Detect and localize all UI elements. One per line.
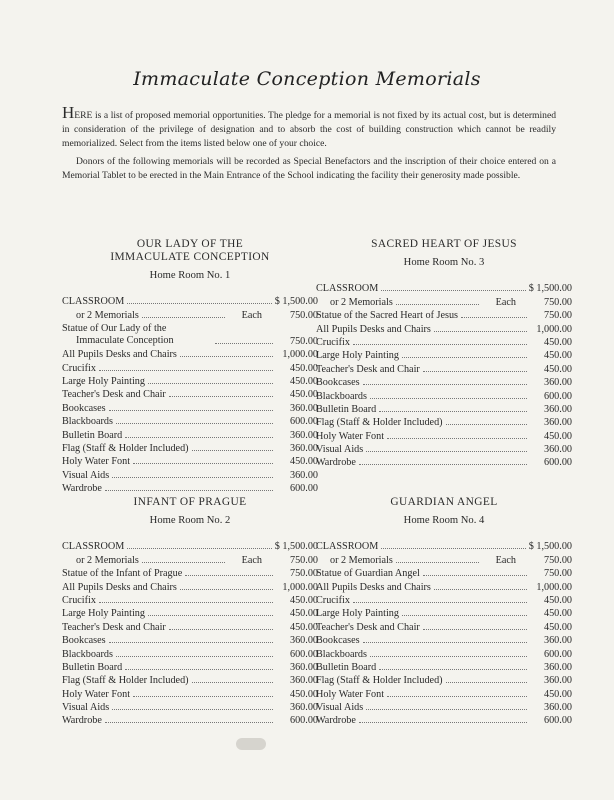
each-label: Each	[241, 309, 262, 321]
item-price: 360.00	[543, 403, 572, 415]
section-guardian-angel	[316, 496, 572, 726]
memorial-item	[62, 481, 318, 494]
dot-leader	[387, 438, 527, 439]
benefactors-paragraph: Donors of the following memorials will be recorded as Special Benefactors and the inscription of their choice entered on a Memorial Tablet to be erected in the Main Entrance of the School indicating the facility their generosity made possible.	[62, 156, 556, 181]
item-price: 750.00	[543, 568, 572, 580]
dot-leader	[127, 548, 271, 549]
item-label: Teacher's Desk and Chair	[316, 363, 420, 375]
item-label: Blackboards	[316, 648, 367, 660]
memorial-item	[316, 660, 572, 673]
item-price: 360.00	[543, 661, 572, 673]
dot-leader	[423, 371, 527, 372]
dot-leader	[423, 629, 527, 630]
item-price: 450.00	[543, 608, 572, 620]
section-infant-of-prague	[62, 496, 318, 726]
memorial-item	[316, 686, 572, 699]
home-room-label: Home Room No. 2	[149, 515, 231, 526]
each-label: Each	[495, 296, 516, 308]
item-label: Statue of the Infant of Prague	[62, 568, 183, 580]
dot-leader	[116, 423, 273, 424]
home-room-label: Home Room No. 1	[149, 270, 231, 281]
item-price: 600.00	[543, 457, 572, 469]
memorial-item	[316, 619, 572, 632]
memorial-item	[316, 552, 572, 565]
memorial-item	[316, 402, 572, 415]
memorial-item	[316, 428, 572, 441]
dot-leader	[133, 463, 273, 464]
memorial-item	[62, 294, 318, 307]
item-label: Wardrobe	[316, 715, 356, 727]
item-price: 1,000.00	[282, 581, 318, 593]
item-price: 450.00	[289, 621, 318, 633]
item-label: Visual Aids	[62, 702, 110, 714]
section-title	[316, 496, 572, 509]
item-label: All Pupils Desks and Chairs	[62, 349, 177, 361]
item-price: 750.00	[543, 310, 572, 322]
section-sacred-heart	[316, 238, 572, 468]
memorial-item	[62, 686, 318, 699]
item-label: Blackboards	[62, 416, 113, 428]
memorial-item	[316, 713, 572, 726]
item-label	[62, 323, 212, 347]
item-price: 450.00	[543, 430, 572, 442]
dot-leader	[142, 317, 225, 318]
item-price: 450.00	[543, 594, 572, 606]
memorial-item	[62, 347, 318, 360]
memorial-list	[62, 294, 318, 494]
item-price: 360.00	[543, 377, 572, 389]
dot-leader	[148, 383, 273, 384]
item-price: 450.00	[543, 688, 572, 700]
item-price: $ 1,500.00	[274, 541, 318, 553]
item-price: 600.00	[543, 648, 572, 660]
intro-text: ERE is a list of proposed memorial opportunities. The pledge for a memorial is not fixed by its actual cost, but is determined in consideration of the privilege of designation and to absorb the cost of building construction which cannot be readily memorialized. Select from the items listed below one of your choice.	[62, 110, 556, 149]
item-price: 1,000.00	[536, 581, 572, 593]
item-label: Bulletin Board	[62, 429, 123, 441]
dot-leader	[116, 656, 273, 657]
item-price: 360.00	[289, 469, 318, 481]
memorial-item	[316, 348, 572, 361]
item-price: 360.00	[543, 702, 572, 714]
memorial-list	[316, 281, 572, 468]
memorial-item	[316, 388, 572, 401]
item-label: All Pupils Desks and Chairs	[62, 581, 177, 593]
dot-leader	[169, 629, 273, 630]
memorial-item	[316, 294, 572, 307]
memorial-item	[316, 700, 572, 713]
each-label: Each	[495, 554, 516, 566]
memorial-item	[62, 321, 318, 347]
item-label: Wardrobe	[62, 483, 102, 495]
item-label: Large Holy Painting	[316, 350, 399, 362]
memorial-item	[316, 566, 572, 579]
memorial-item	[62, 566, 318, 579]
memorial-item	[62, 700, 318, 713]
dot-leader	[446, 682, 527, 683]
dot-leader	[109, 410, 273, 411]
item-label: Bulletin Board	[316, 661, 377, 673]
item-price: 450.00	[289, 389, 318, 401]
dot-leader	[215, 343, 273, 344]
item-label: Crucifix	[316, 594, 350, 606]
memorial-item	[316, 361, 572, 374]
item-label: Crucifix	[62, 594, 96, 606]
item-price: 450.00	[543, 350, 572, 362]
each-label: Each	[241, 554, 262, 566]
dot-leader	[99, 370, 273, 371]
item-price: 360.00	[289, 675, 318, 687]
item-label: Bookcases	[316, 377, 360, 389]
item-price: 600.00	[289, 648, 318, 660]
item-price: 750.00	[289, 554, 318, 566]
item-label: CLASSROOM	[62, 541, 125, 553]
dot-leader	[381, 548, 525, 549]
item-label: Crucifix	[316, 336, 350, 348]
memorial-item	[316, 646, 572, 659]
section-title	[62, 238, 318, 264]
dot-leader	[363, 642, 527, 643]
memorial-item	[62, 441, 318, 454]
item-label-line: Statue of Our Lady of the	[62, 322, 167, 334]
item-label: or 2 Memorials	[330, 554, 393, 566]
memorial-item	[62, 713, 318, 726]
memorial-item	[62, 646, 318, 659]
memorial-item	[316, 539, 572, 552]
item-label: Wardrobe	[316, 457, 356, 469]
item-price: 360.00	[543, 417, 572, 429]
item-label: CLASSROOM	[316, 541, 379, 553]
memorial-item	[62, 427, 318, 440]
dot-leader	[396, 562, 479, 563]
drop-cap: H	[62, 103, 75, 122]
memorial-item	[316, 579, 572, 592]
memorial-list	[316, 539, 572, 726]
dot-leader	[127, 303, 271, 304]
item-label: All Pupils Desks and Chairs	[316, 323, 431, 335]
item-label: Holy Water Font	[316, 430, 385, 442]
memorial-item	[316, 593, 572, 606]
memorial-item	[62, 387, 318, 400]
item-label: or 2 Memorials	[330, 296, 393, 308]
dot-leader	[112, 709, 273, 710]
item-label: CLASSROOM	[316, 283, 379, 295]
dot-leader	[192, 682, 273, 683]
section-title-line: GUARDIAN ANGEL	[390, 496, 498, 508]
memorial-item	[316, 455, 572, 468]
section-title-line: OUR LADY OF THE	[136, 238, 244, 250]
item-price: 450.00	[543, 621, 572, 633]
item-label: Bulletin Board	[316, 403, 377, 415]
item-price: 750.00	[289, 309, 318, 321]
item-label: Crucifix	[62, 362, 96, 374]
dot-leader	[366, 709, 527, 710]
dot-leader	[359, 722, 527, 723]
dot-leader	[133, 696, 273, 697]
item-label: Teacher's Desk and Chair	[316, 621, 420, 633]
page-title: Immaculate Conception Memorials	[133, 68, 481, 90]
item-price: 600.00	[543, 390, 572, 402]
dot-leader	[142, 562, 225, 563]
item-label: Large Holy Painting	[62, 608, 145, 620]
dot-leader	[379, 669, 527, 670]
memorial-item	[62, 606, 318, 619]
home-room-label: Home Room No. 4	[403, 515, 485, 526]
dot-leader	[112, 477, 273, 478]
item-label: Bookcases	[62, 402, 106, 414]
dot-leader	[353, 344, 527, 345]
item-price: 450.00	[289, 375, 318, 387]
item-label: CLASSROOM	[62, 296, 125, 308]
memorial-item	[62, 467, 318, 480]
memorial-item	[62, 619, 318, 632]
memorial-item	[62, 454, 318, 467]
item-price: 450.00	[543, 363, 572, 375]
item-label: Visual Aids	[62, 469, 110, 481]
memorial-item	[316, 321, 572, 334]
memorial-item	[316, 633, 572, 646]
item-label: Statue of the Sacred Heart of Jesus	[316, 310, 459, 322]
item-price: 450.00	[289, 688, 318, 700]
section-title	[62, 496, 318, 509]
item-price: 1,000.00	[282, 349, 318, 361]
item-label: Blackboards	[62, 648, 113, 660]
memorial-item	[316, 335, 572, 348]
memorial-item	[62, 579, 318, 592]
item-price: 600.00	[289, 483, 318, 495]
memorial-item	[316, 606, 572, 619]
memorial-item	[316, 281, 572, 294]
item-label: Visual Aids	[316, 444, 364, 456]
dot-leader	[446, 424, 527, 425]
dot-leader	[109, 642, 273, 643]
item-price: 600.00	[289, 416, 318, 428]
dot-leader	[99, 602, 273, 603]
item-price: 600.00	[543, 715, 572, 727]
item-label: Visual Aids	[316, 702, 364, 714]
item-price: $ 1,500.00	[274, 296, 318, 308]
item-label: Bulletin Board	[62, 661, 123, 673]
item-label: Flag (Staff & Holder Included)	[316, 417, 443, 429]
dot-leader	[359, 464, 527, 465]
item-label: or 2 Memorials	[76, 309, 139, 321]
smudge-mark	[236, 738, 266, 750]
item-label: Flag (Staff & Holder Included)	[62, 442, 189, 454]
item-price: $ 1,500.00	[528, 283, 572, 295]
dot-leader	[363, 384, 527, 385]
item-label: Teacher's Desk and Chair	[62, 389, 166, 401]
memorial-item	[316, 415, 572, 428]
item-price: 360.00	[289, 442, 318, 454]
memorial-item	[316, 308, 572, 321]
item-label: Bookcases	[62, 635, 106, 647]
section-title-line: INFANT OF PRAGUE	[133, 496, 247, 508]
dot-leader	[387, 696, 527, 697]
dot-leader	[169, 396, 273, 397]
item-price: 360.00	[289, 702, 318, 714]
dot-leader	[434, 331, 527, 332]
memorial-item	[62, 307, 318, 320]
dot-leader	[402, 615, 527, 616]
item-label: Teacher's Desk and Chair	[62, 621, 166, 633]
item-label: Holy Water Font	[316, 688, 385, 700]
item-price: 450.00	[289, 608, 318, 620]
intro-paragraph	[62, 103, 556, 151]
item-price: 360.00	[543, 444, 572, 456]
dot-leader	[105, 722, 273, 723]
item-price: 360.00	[543, 675, 572, 687]
section-title-line: IMMACULATE CONCEPTION	[110, 251, 270, 263]
item-price: 450.00	[289, 362, 318, 374]
memorial-list	[62, 539, 318, 726]
dot-leader	[105, 490, 273, 491]
section-title	[316, 238, 572, 251]
item-label: Flag (Staff & Holder Included)	[62, 675, 189, 687]
item-label-line: Immaculate Conception	[76, 334, 174, 346]
item-price: 750.00	[543, 554, 572, 566]
dot-leader	[125, 437, 273, 438]
section-our-lady	[62, 238, 318, 494]
item-label: Large Holy Painting	[62, 375, 145, 387]
item-label: Holy Water Font	[62, 688, 131, 700]
item-price: 1,000.00	[536, 323, 572, 335]
item-label: or 2 Memorials	[76, 554, 139, 566]
item-label: Large Holy Painting	[316, 608, 399, 620]
dot-leader	[402, 357, 527, 358]
item-price: 360.00	[289, 635, 318, 647]
item-price: 360.00	[289, 402, 318, 414]
memorial-item	[62, 633, 318, 646]
dot-leader	[180, 356, 273, 357]
memorial-item	[62, 673, 318, 686]
item-label: Flag (Staff & Holder Included)	[316, 675, 443, 687]
dot-leader	[185, 575, 273, 576]
item-price: 750.00	[289, 335, 318, 347]
memorial-item	[62, 374, 318, 387]
item-price: 750.00	[543, 296, 572, 308]
item-price: 360.00	[289, 661, 318, 673]
memorial-item	[62, 593, 318, 606]
dot-leader	[370, 656, 527, 657]
item-price: 360.00	[543, 635, 572, 647]
dot-leader	[379, 411, 527, 412]
item-price: 360.00	[289, 429, 318, 441]
dot-leader	[370, 398, 527, 399]
item-label: Bookcases	[316, 635, 360, 647]
item-label: All Pupils Desks and Chairs	[316, 581, 431, 593]
item-price: 600.00	[289, 715, 318, 727]
dot-leader	[353, 602, 527, 603]
memorial-item	[316, 673, 572, 686]
dot-leader	[423, 575, 527, 576]
dot-leader	[148, 615, 273, 616]
item-label: Statue of Guardian Angel	[316, 568, 420, 580]
memorial-item	[316, 442, 572, 455]
memorial-item	[62, 539, 318, 552]
dot-leader	[396, 304, 479, 305]
item-price: 450.00	[543, 336, 572, 348]
item-label: Wardrobe	[62, 715, 102, 727]
dot-leader	[381, 290, 525, 291]
item-label: Holy Water Font	[62, 456, 131, 468]
item-price: 750.00	[289, 568, 318, 580]
dot-leader	[125, 669, 273, 670]
item-price: $ 1,500.00	[528, 541, 572, 553]
dot-leader	[461, 317, 527, 318]
item-price: 450.00	[289, 456, 318, 468]
memorial-item	[316, 375, 572, 388]
home-room-label: Home Room No. 3	[403, 257, 485, 268]
item-price: 450.00	[289, 594, 318, 606]
section-title-line: SACRED HEART OF JESUS	[371, 238, 517, 250]
dot-leader	[434, 589, 527, 590]
memorial-item	[62, 552, 318, 565]
memorial-item	[62, 660, 318, 673]
memorial-item	[62, 414, 318, 427]
item-label: Blackboards	[316, 390, 367, 402]
dot-leader	[192, 450, 273, 451]
dot-leader	[366, 451, 527, 452]
memorial-item	[62, 400, 318, 413]
dot-leader	[180, 589, 273, 590]
memorial-item	[62, 360, 318, 373]
